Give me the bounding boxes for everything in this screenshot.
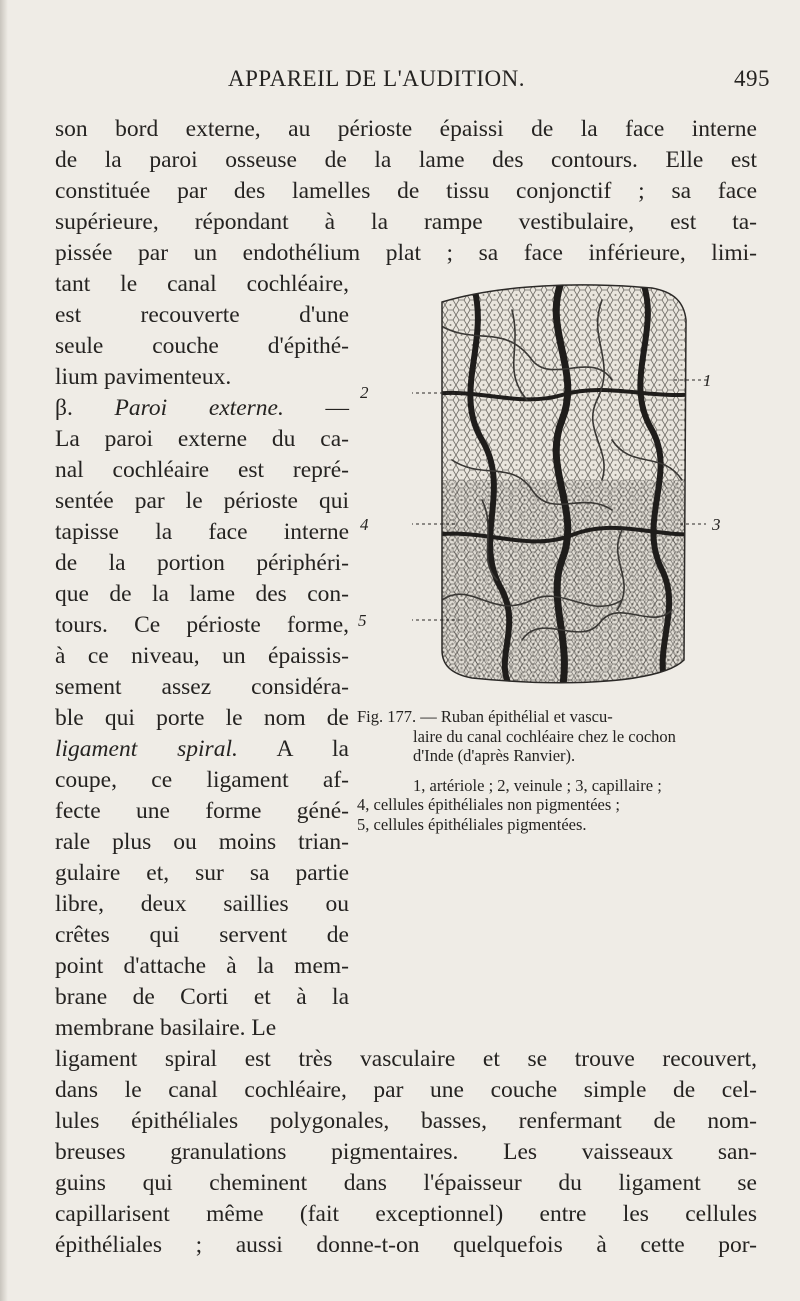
text-line: ble qui porte le nom de <box>55 705 349 731</box>
text-line: fecte une forme géné- <box>55 798 349 824</box>
text-line-italic-term: ligament spiral. A la <box>55 736 349 762</box>
text-line: La paroi externe du ca- <box>55 426 349 452</box>
caption-legend-line: 5, cellules épithéliales pigmentées. <box>357 814 587 834</box>
text-line: supérieure, répondant à la rampe vestibulaire, est ta- <box>55 209 757 235</box>
text-line: épithéliales ; aussi donne-t-on quelquefois à cette por- <box>55 1232 757 1258</box>
text-line: lules épithéliales polygonales, basses, renfermant de nom- <box>55 1108 757 1134</box>
text-line: seule couche d'épithé- <box>55 333 349 359</box>
text-line: brane de Corti et à la <box>55 984 349 1010</box>
text-line: que de la lame des con- <box>55 581 349 607</box>
text-line: gulaire et, sur sa partie <box>55 860 349 886</box>
figure-illustration <box>412 280 716 690</box>
text-line: pissée par un endothélium plat ; sa face inférieure, limi- <box>55 240 757 266</box>
page-header <box>60 66 770 96</box>
figure-callout-2: 2 <box>360 383 369 402</box>
text-line: nal cochléaire est repré- <box>55 457 349 483</box>
caption-legend <box>357 776 769 835</box>
text-line: constituée par des lamelles de tissu conjonctif ; sa face <box>55 178 757 204</box>
text-line: à ce niveau, un épaissis- <box>55 643 349 669</box>
text-line: capillarisent même (fait exceptionnel) entre les cellules <box>55 1201 757 1227</box>
text-line: ligament spiral est très vasculaire et se trouve recouvert, <box>55 1046 757 1072</box>
text-line: libre, deux saillies ou <box>55 891 349 917</box>
caption-legend-line: 1, artériole ; 2, veinule ; 3, capillaire ; <box>413 775 662 795</box>
text-line: point d'attache à la mem- <box>55 953 349 979</box>
text-line: coupe, ce ligament af- <box>55 767 349 793</box>
text-line: tours. Ce périoste forme, <box>55 612 349 638</box>
text-line: crêtes qui servent de <box>55 922 349 948</box>
page-binding-shadow <box>0 0 8 1301</box>
caption-legend-line: 4, cellules épithéliales non pigmentées ; <box>357 795 621 814</box>
text-line: sentée par le périoste qui <box>55 488 349 514</box>
page-number: 495 <box>734 66 770 91</box>
figure-callout-5: 5 <box>358 611 367 630</box>
text-line: dans le canal cochléaire, par une couche simple de cel- <box>55 1077 757 1103</box>
text-line: breuses granulations pigmentaires. Les vaisseaux san- <box>55 1139 757 1165</box>
caption-title-line: d'Inde (d'après Ranvier). <box>413 746 576 765</box>
figure-callout-1: 1 <box>703 371 712 390</box>
caption-title-line: laire du canal cochléaire chez le cochon <box>413 726 676 746</box>
section-heading-line <box>55 397 349 421</box>
text-line: de la portion périphéri- <box>55 550 349 576</box>
section-heading: β. Paroi externe. — <box>55 395 349 421</box>
text-line: son bord externe, au périoste épaissi de la face interne <box>55 116 757 142</box>
text-line: de la paroi osseuse de la lame des contours. Elle est <box>55 147 757 173</box>
text-line: tapisse la face interne <box>55 519 349 545</box>
running-title: APPAREIL DE L'AUDITION. <box>228 66 525 91</box>
text-line: membrane basilaire. Le <box>55 1015 277 1041</box>
figure-caption <box>357 707 769 834</box>
text-line: est recouverte d'une <box>55 302 349 328</box>
text-line: guins qui cheminent dans l'épaisseur du ligament se <box>55 1170 757 1196</box>
text-line: tant le canal cochléaire, <box>55 271 349 297</box>
text-line: rale plus ou moins trian- <box>55 829 349 855</box>
text-line: lium pavimenteux. <box>55 364 232 390</box>
caption-title-line: Fig. 177. — Ruban épithélial et vascu- <box>357 707 613 726</box>
text-line: sement assez considéra- <box>55 674 349 700</box>
figure-callout-3: 3 <box>712 515 721 534</box>
figure-callout-4: 4 <box>360 515 369 534</box>
